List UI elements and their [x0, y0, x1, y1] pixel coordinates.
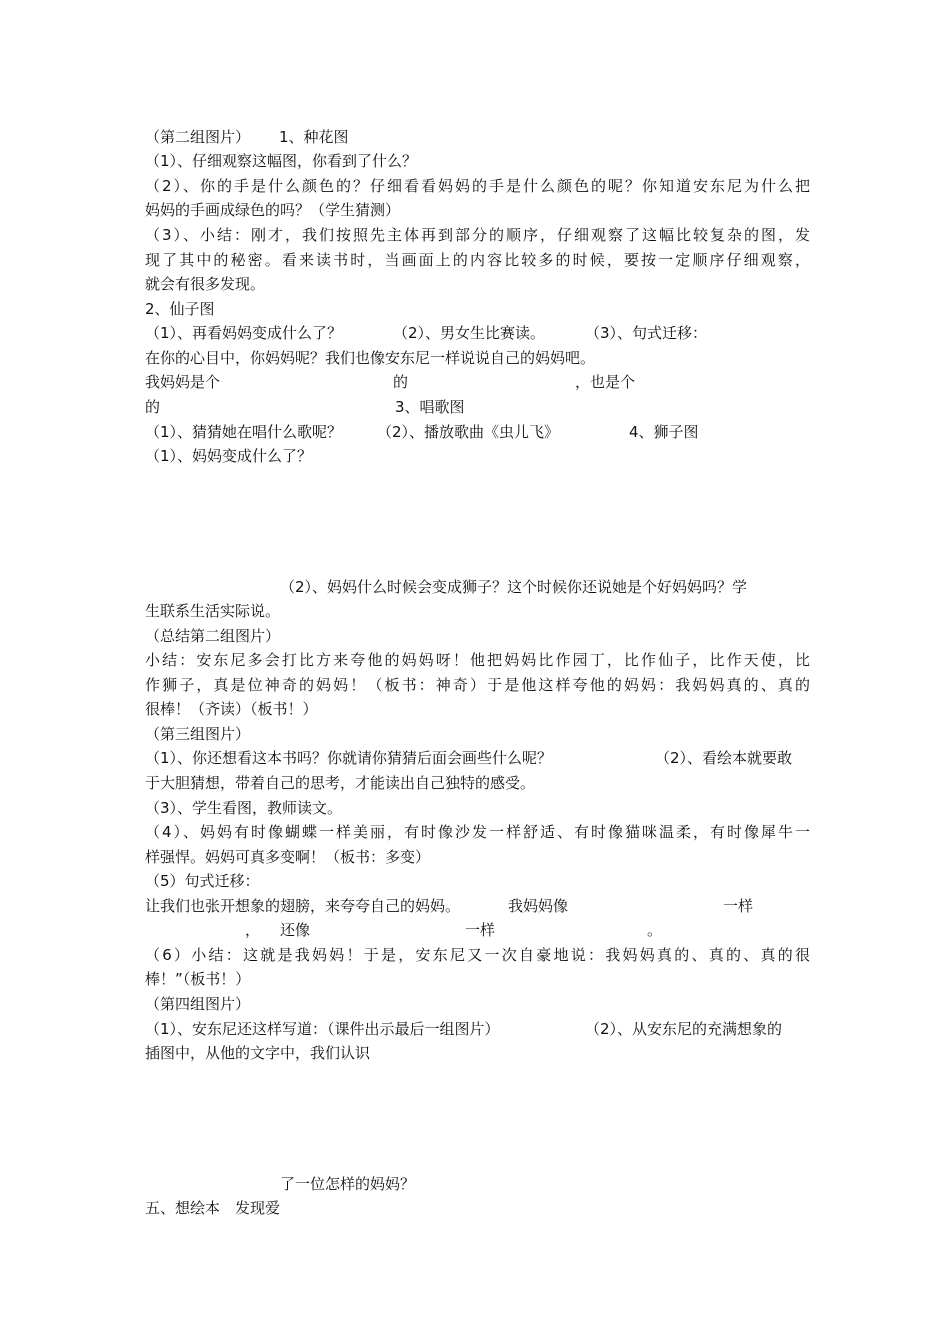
subsection-heading: 1、种花图 [279, 128, 349, 146]
text-line: 了一位怎样的妈妈？ [280, 1175, 416, 1193]
text-line: 很棒！（齐读）（板书！） [145, 700, 318, 718]
text-line: （2）、妈妈什么时候会变成狮子？这个时候你还说她是个好妈妈吗？学 [280, 578, 748, 596]
text-line: 妈妈的手画成绿色的吗？（学生猜测） [145, 201, 401, 219]
text-line: （3）、学生看图，教师读文。 [145, 799, 343, 817]
text-line: （2）、你的手是什么颜色的？仔细看看妈妈的手是什么颜色的呢？你知道安东尼为什么把 [145, 177, 810, 195]
text-line: （6）小结：这就是我妈妈！于是，安东尼又一次自豪地说：我妈妈真的、真的、真的很 [145, 946, 810, 964]
text-line: （1）、你还想看这本书吗？你就请你猜猜后面会画些什么呢？ （2）、看绘本就要敢 [145, 749, 793, 767]
text-line: 棒！”（板书！） [145, 970, 251, 988]
fill-in-sentence: ， 还像 一样 。 [245, 921, 663, 939]
text-line: 生联系生活实际说。 [145, 602, 281, 620]
text-line: 插图中，从他的文字中，我们认识 [145, 1044, 371, 1062]
group-heading: （第二组图片） [145, 128, 251, 146]
group-heading: （第三组图片） [145, 725, 251, 743]
text-line: 小结：安东尼多会打比方来夸他的妈妈呀！他把妈妈比作园丁，比作仙子，比作天使，比 [145, 651, 810, 669]
text-line: （1）、再看妈妈变成什么了？ （2）、男女生比赛读。 （3）、句式迁移： [145, 324, 708, 342]
subsection-heading: 3、唱歌图 [395, 398, 465, 416]
subsection-heading: 4、狮子图 [629, 423, 699, 441]
group-heading: （总结第二组图片） [145, 627, 281, 645]
section-heading: 五、想绘本 发现爱 [145, 1199, 281, 1217]
text-line: （4）、妈妈有时像蝴蝶一样美丽，有时像沙发一样舒适、有时像猫咪温柔，有时像犀牛一 [145, 823, 810, 841]
subsection-heading: 2、仙子图 [145, 300, 215, 318]
fill-in-sentence: 让我们也张开想象的翅膀，来夸夸自己的妈妈。 我妈妈像 一样 [145, 897, 754, 915]
text-line: （1）、安东尼还这样写道：（课件出示最后一组图片） （2）、从安东尼的充满想象的 [145, 1020, 783, 1038]
group-heading: （第四组图片） [145, 995, 251, 1013]
text-line: 现了其中的秘密。看来读书时，当画面上的内容比较多的时候，要按一定顺序仔细观察， [145, 251, 810, 269]
text-line: （1）、妈妈变成什么了？ [145, 447, 313, 465]
text-line: （5）句式迁移： [145, 872, 260, 890]
fill-in-sentence: 我妈妈是个 的 ，也是个 [145, 373, 636, 391]
text-line: （1）、猜猜她在唱什么歌呢？ （2）、播放歌曲《虫儿飞》 4、狮子图 [145, 420, 810, 444]
text-line: （1）、仔细观察这幅图，你看到了什么？ [145, 152, 418, 170]
text-line: 就会有很多发现。 [145, 275, 266, 293]
fill-in-sentence: 的 3、唱歌图 [145, 395, 810, 419]
text-line: 于大胆猜想，带着自己的思考，才能读出自己独特的感受。 [145, 774, 536, 792]
text-line: 作狮子，真是位神奇的妈妈！（板书：神奇）于是他这样夸他的妈妈：我妈妈真的、真的 [145, 676, 810, 694]
text-line: 在你的心目中，你妈妈呢？我们也像安东尼一样说说自己的妈妈吧。 [145, 349, 596, 367]
text-line [145, 125, 810, 149]
text-line: 样强悍。妈妈可真多变啊！（板书：多变） [145, 848, 431, 866]
text-line: （3）、小结：刚才，我们按照先主体再到部分的顺序，仔细观察了这幅比较复杂的图，发 [145, 226, 810, 244]
